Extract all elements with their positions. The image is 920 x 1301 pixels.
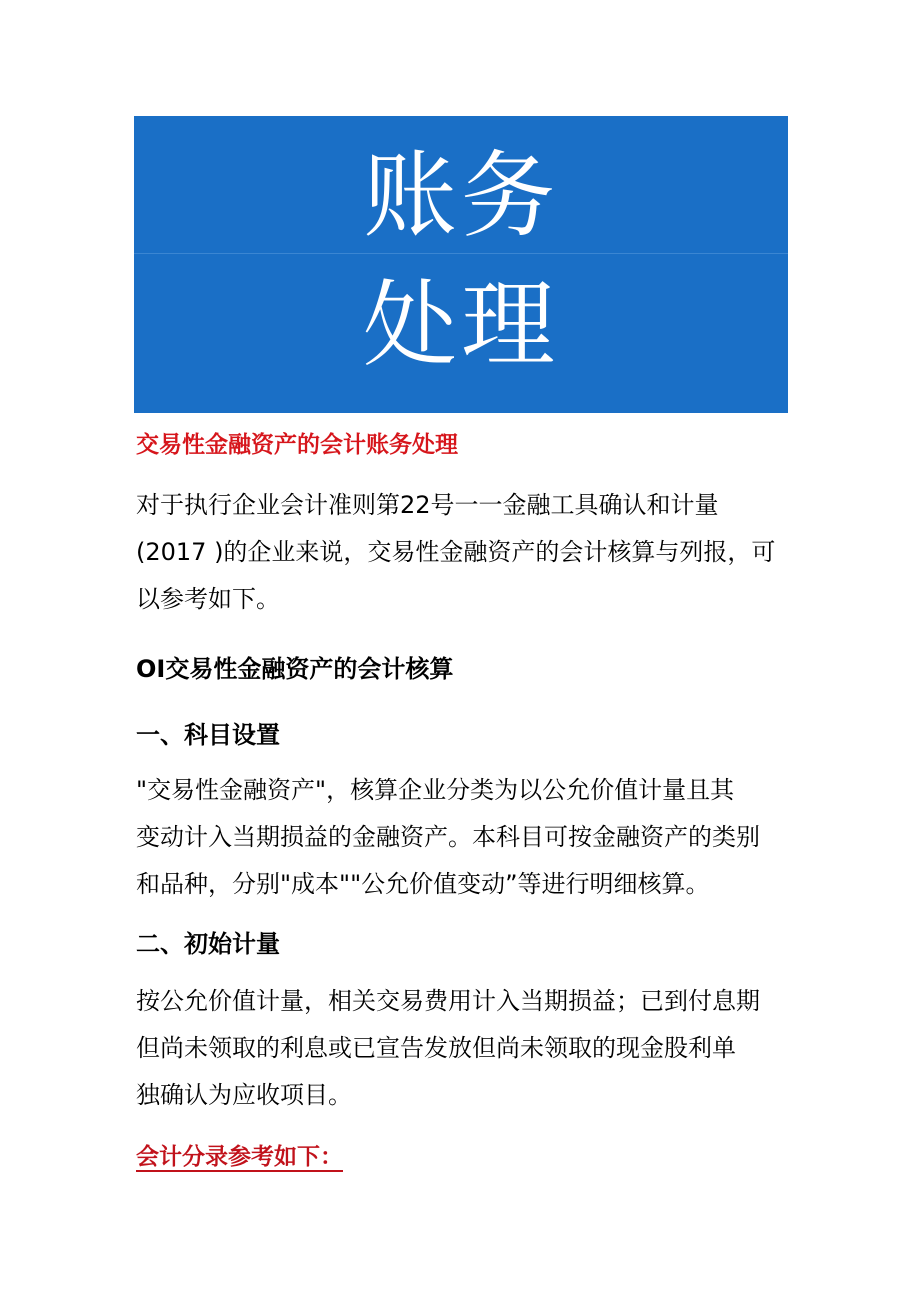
accounting-entries-link[interactable]: 会计分录参考如下： [136, 1144, 343, 1170]
title-banner [134, 116, 788, 413]
banner-title-line-1: 账务 [362, 142, 559, 251]
subsection-heading-initial-measurement: 二、初始计量 [136, 930, 280, 958]
paragraph-line: "交易性金融资产"，核算企业分类为以公允价值计量且其 [136, 776, 735, 804]
banner-title-line-2: 处理 [362, 271, 559, 380]
intro-line: 对于执行企业会计准则第22号一一金融工具确认和计量 [136, 491, 719, 519]
paragraph-line: 和品种，分别"成本""公允价值变动”等进行明细核算。 [136, 870, 710, 898]
paragraph-line: 独确认为应收项目。 [136, 1081, 352, 1109]
account-setup-paragraph [136, 767, 796, 908]
intro-paragraph [136, 482, 796, 623]
intro-line: (2017 )的企业来说，交易性金融资产的会计核算与列报，可 [136, 538, 776, 566]
section-heading: OI交易性金融资产的会计核算 [136, 655, 454, 683]
banner-divider [134, 253, 788, 254]
initial-measurement-paragraph [136, 978, 796, 1119]
paragraph-line: 变动计入当期损益的金融资产。本科目可按金融资产的类别 [136, 823, 760, 851]
paragraph-line: 但尚未领取的利息或已宣告发放但尚未领取的现金股利单 [136, 1034, 736, 1062]
paragraph-line: 按公允价值计量，相关交易费用计入当期损益；已到付息期 [136, 987, 760, 1015]
subsection-heading-account-setup: 一、科目设置 [136, 721, 280, 749]
article-title: 交易性金融资产的会计账务处理 [136, 432, 458, 458]
intro-line: 以参考如下。 [136, 585, 280, 613]
